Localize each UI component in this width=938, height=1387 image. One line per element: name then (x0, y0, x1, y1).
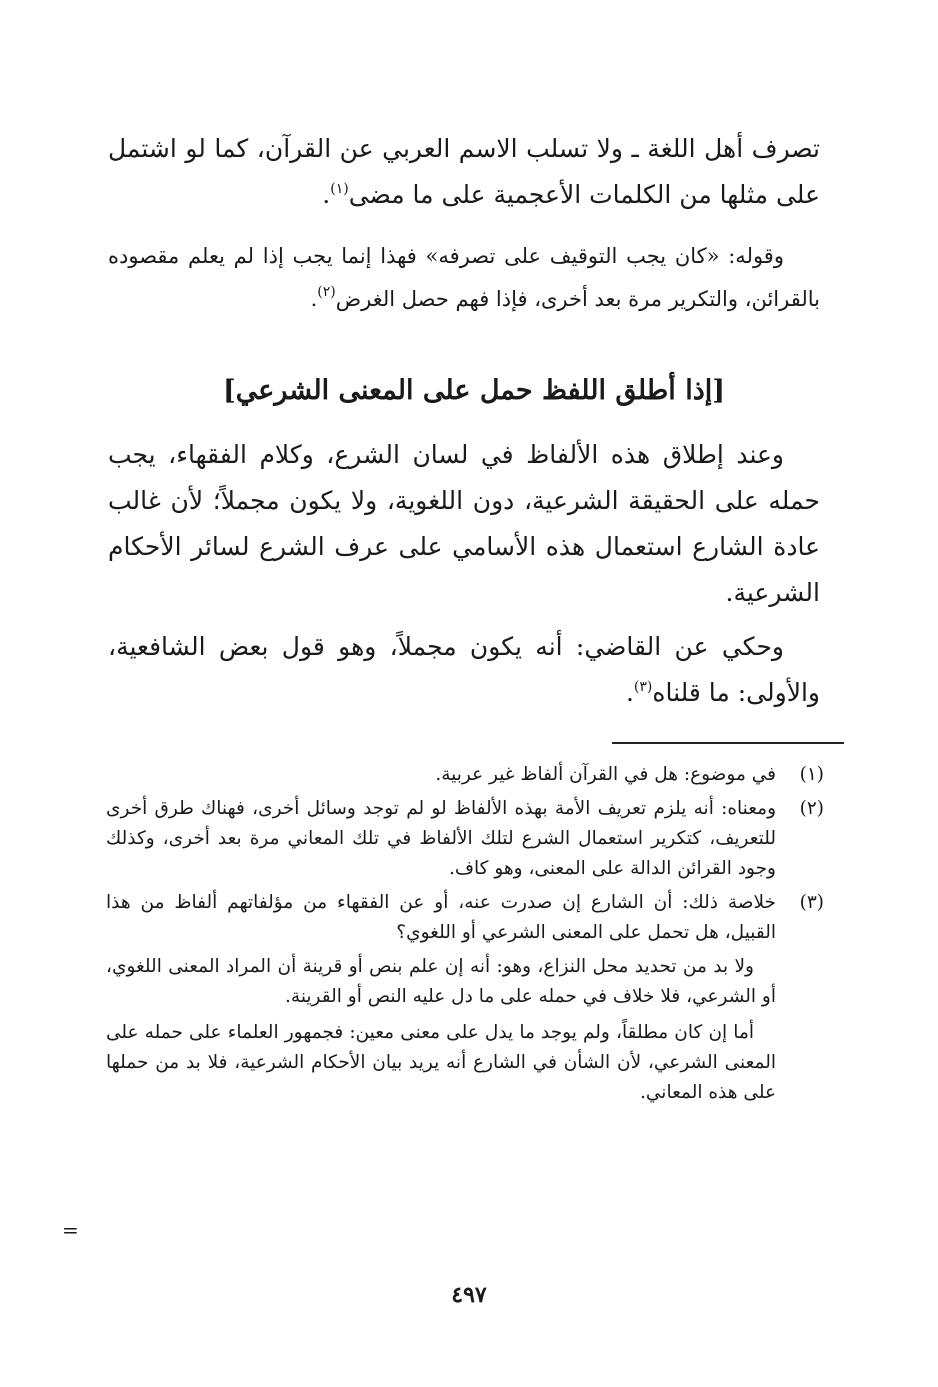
paragraph-continued (108, 126, 820, 218)
page-number: ٤٩٧ (451, 1282, 487, 1308)
section-paragraph-1: وعند إطلاق هذه الألفاظ في لسان الشرع، وكلام الفقهاء، يجب حمله على الحقيقة الشرعية، دون اللغوية، ولا يكون مجملاً؛ لأن غالب عادة الشارع استعمال هذه الأسامي على عرف الشرع لسائر الأحكام الشرعية. (108, 440, 820, 607)
footnote-number: (٣) (799, 892, 824, 913)
footnote-ref-3[interactable]: (٣) (633, 679, 653, 695)
footnote-separator (612, 742, 844, 744)
section-heading: [إذا أطلق اللفظ حمل على المعنى الشرعي] (222, 375, 726, 406)
footnote-3 (106, 888, 824, 948)
footnote-text: ومعناه: أنه يلزم تعريف الأمة بهذه الألفاظ لو لم توجد وسائل أخرى، فهناك طرق أخرى للتعريف، كتكرير استعمال الشرع لتلك الألفاظ في تلك المعاني مرة بعد أخرى، وكذلك وجود القرائن الدالة على المعنى، وهو كاف. (106, 798, 776, 879)
footnote-3-paragraph-2: ولا بد من تحديد محل النزاع، وهو: أنه إن علم بنص أو قرينة أن المراد المعنى اللغوي، أو الشرعي، فلا خلاف في حمله على ما دل عليه النص أو القرينة. (106, 956, 776, 1007)
footnote-number: (٢) (799, 798, 824, 819)
paragraph-end: . (322, 180, 331, 209)
footnote-number: (١) (799, 764, 824, 785)
footnote-text: في موضوع: هل في القرآن ألفاظ غير عربية. (435, 764, 776, 785)
paragraph-end: . (625, 678, 634, 707)
continuation-mark: = (62, 1218, 79, 1242)
footnote-ref-2[interactable]: (٢) (317, 284, 336, 300)
footnote-2 (106, 794, 824, 884)
footnote-ref-1[interactable]: (١) (330, 181, 349, 197)
footnote-1 (106, 760, 824, 790)
footnote-3-paragraph-3: أما إن كان مطلقاً، ولم يوجد ما يدل على معنى معين: فجمهور العلماء على حمله على المعنى الشرعي، لأن الشأن في الشارع أنه يريد بيان الأحكام الشرعية، فلا بد من حملها على هذه المعاني. (106, 1022, 776, 1103)
paragraph-text: وقوله: «كان يجب التوقيف على تصرفه» فهذا إنما يجب إذا لم يعلم مقصوده بالقرائن، والتكرير مرة بعد أخرى، فإذا فهم حصل الغرض (108, 244, 820, 311)
paragraph-text: وحكي عن القاضي: أنه يكون مجملاً، وهو قول بعض الشافعية، والأولى: ما قلناه (108, 632, 820, 707)
section-paragraph-2 (108, 624, 820, 716)
footnotes-section (106, 760, 824, 1114)
paragraph-quote (108, 235, 820, 321)
footnote-text: خلاصة ذلك: أن الشارع إن صدرت عنه، أو عن الفقهاء من مؤلفاتهم ألفاظ من هذا القبيل، هل تحمل على المعنى الشرعي أو اللغوي؟ (106, 892, 776, 943)
paragraph-text: تصرف أهل اللغة ـ ولا تسلب الاسم العربي عن القرآن، كما لو اشتمل على مثلها من الكلمات الأعجمية على ما مضى (108, 134, 820, 209)
paragraph-end: . (310, 287, 318, 311)
